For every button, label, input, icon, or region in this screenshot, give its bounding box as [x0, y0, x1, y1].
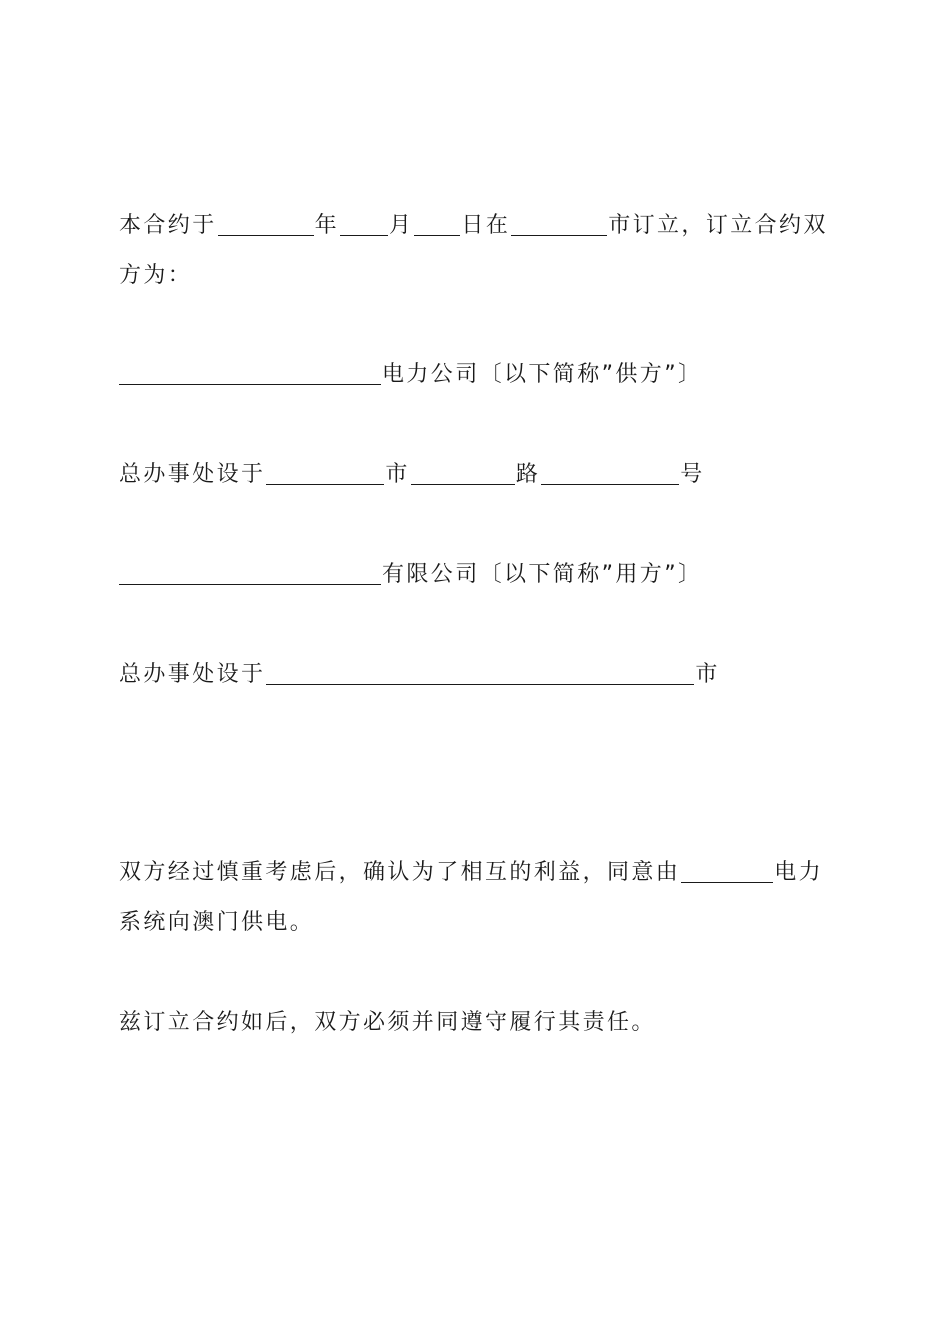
agreement-paragraph	[119, 848, 839, 948]
city-blank[interactable]	[511, 209, 607, 236]
agreement-text-b: 电力	[774, 860, 824, 885]
supplier-address-number: 号	[680, 462, 705, 487]
agreement-line-2: 系统向澳门供电。	[119, 910, 315, 935]
supplier-line	[119, 350, 839, 400]
supplier-road-blank[interactable]	[411, 458, 515, 485]
supplier-address-city: 市	[385, 462, 410, 487]
user-address-city: 市	[695, 662, 720, 687]
intro-line-1	[119, 201, 839, 251]
closing-paragraph	[119, 998, 839, 1048]
user-label: 有限公司〔以下简称”用方”〕	[382, 562, 703, 587]
day-blank[interactable]	[414, 209, 460, 236]
supplier-address-line	[119, 450, 839, 500]
intro-text-a: 本合约于	[119, 213, 217, 238]
supplier-address-text-a: 总办事处设于	[119, 462, 266, 487]
supplier-paragraph	[119, 350, 839, 400]
supplier-address-paragraph	[119, 450, 839, 500]
intro-text-year: 年	[314, 213, 340, 238]
supplier-number-blank[interactable]	[541, 458, 679, 485]
user-paragraph	[119, 550, 839, 600]
closing-line: 兹订立合约如后，双方必须并同遵守履行其责任。	[119, 1010, 656, 1035]
intro-paragraph	[119, 201, 839, 301]
intro-text-month: 月	[389, 213, 414, 238]
user-name-blank[interactable]	[119, 558, 381, 585]
supplier-city-blank[interactable]	[266, 458, 384, 485]
year-blank[interactable]	[218, 209, 314, 236]
user-address-text-a: 总办事处设于	[119, 662, 266, 687]
supplier-name-blank[interactable]	[119, 358, 381, 385]
intro-text-city: 市订立，订立合约双	[608, 213, 828, 238]
user-line	[119, 550, 839, 600]
agreement-text-a: 双方经过慎重考虑后，确认为了相互的利益，同意由	[119, 860, 681, 885]
power-system-blank[interactable]	[681, 856, 773, 883]
supplier-address-road: 路	[515, 462, 541, 487]
supplier-label: 电力公司〔以下简称”供方”〕	[382, 362, 703, 387]
intro-line-2: 方为：	[119, 263, 193, 288]
user-address-blank[interactable]	[266, 658, 694, 685]
intro-text-day: 日在	[461, 213, 511, 238]
agreement-line-1	[119, 848, 839, 898]
user-address-paragraph	[119, 650, 839, 700]
month-blank[interactable]	[340, 209, 388, 236]
user-address-line	[119, 650, 839, 700]
